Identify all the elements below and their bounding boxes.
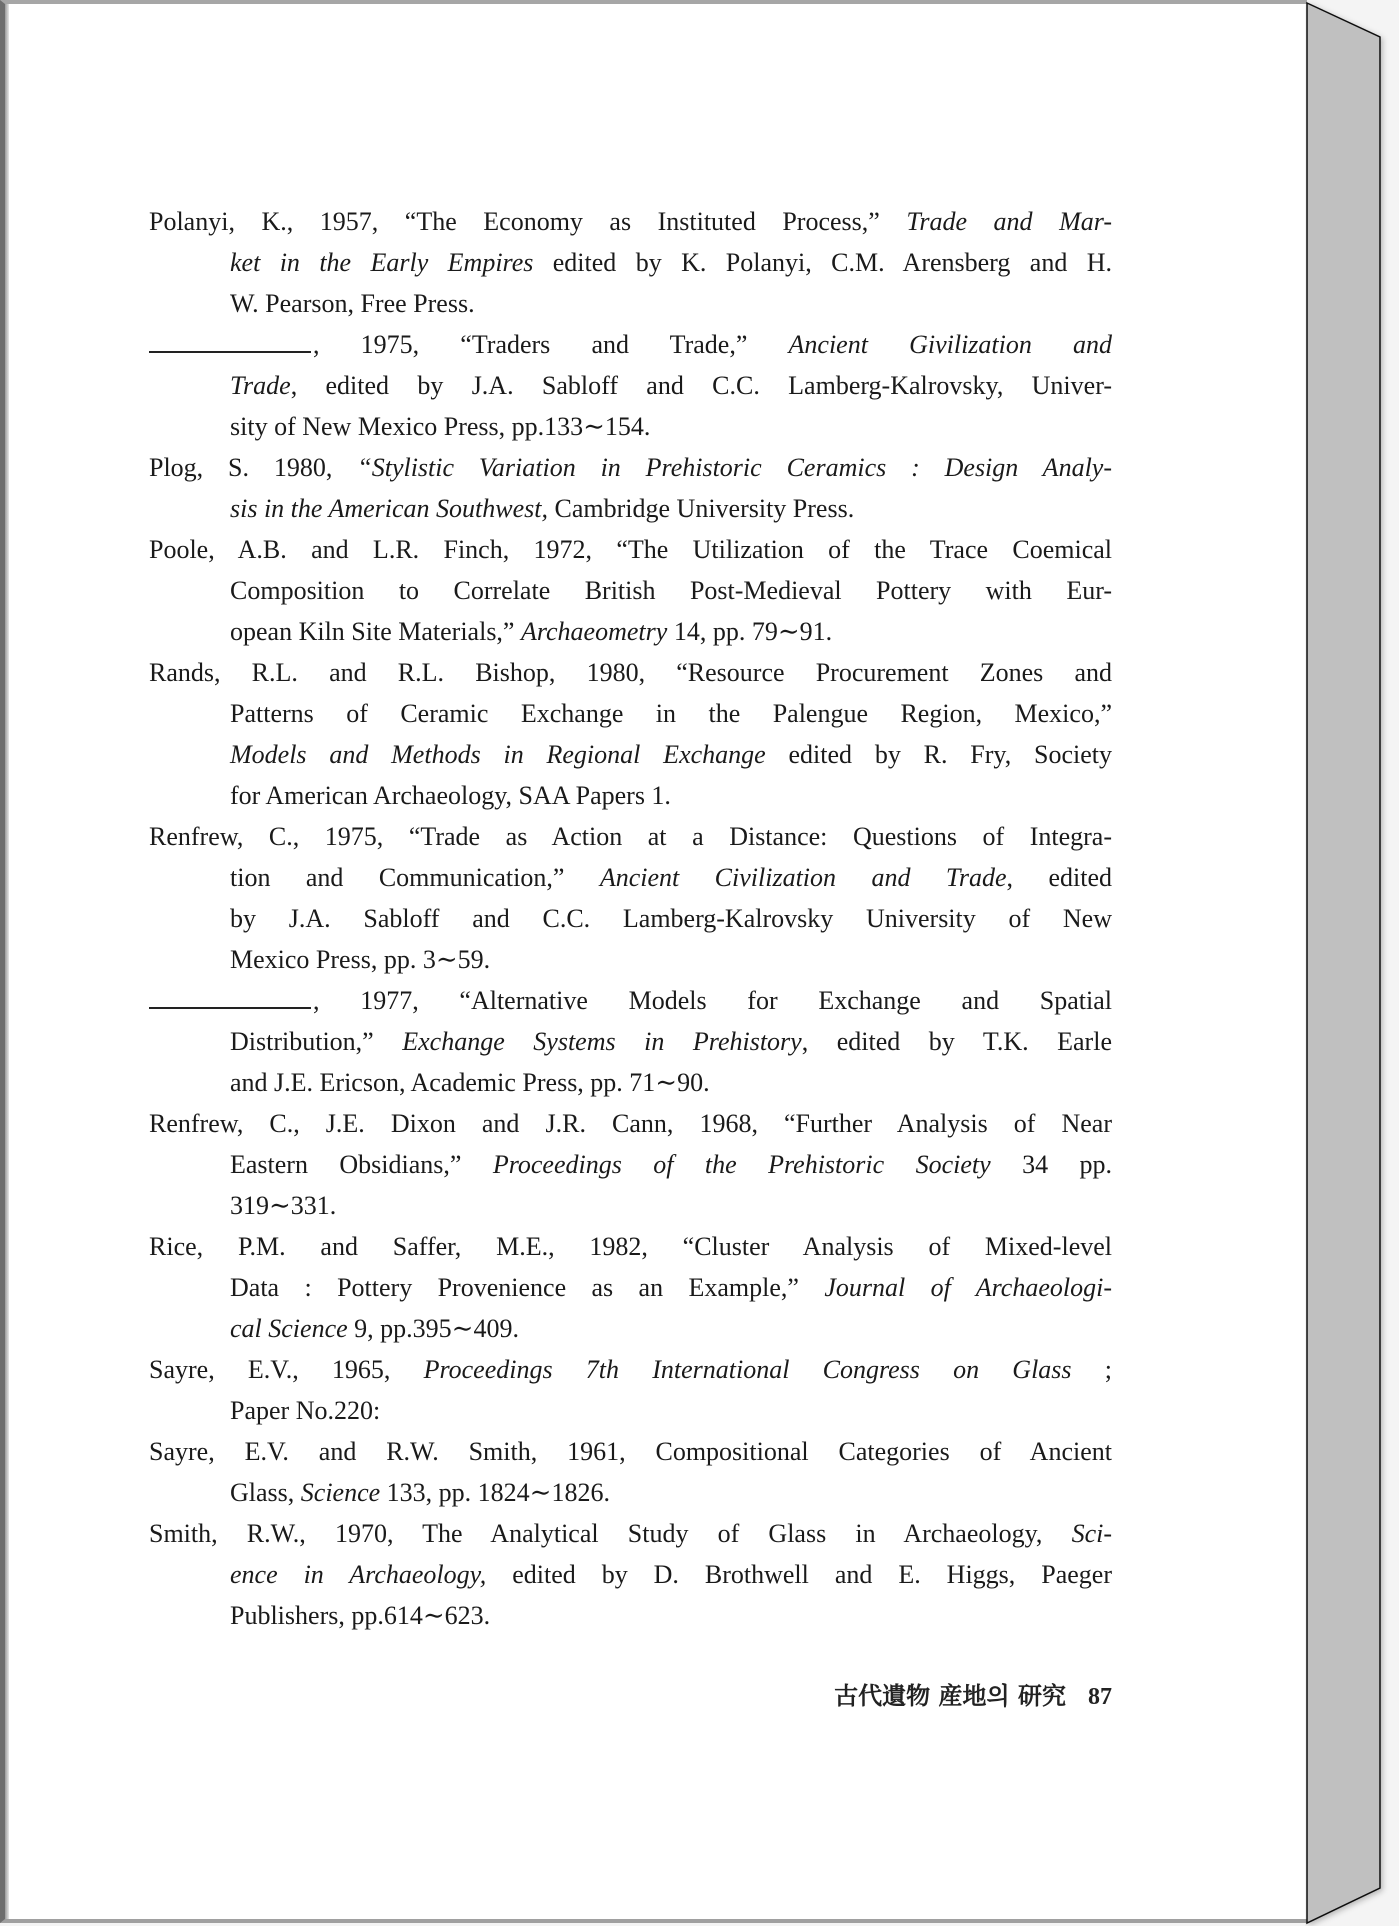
reference-line: [230, 775, 1112, 816]
reference-text: Paper No.220:: [230, 1396, 381, 1425]
reference-line: [230, 283, 1112, 324]
reference-text: Rands, R.L. and R.L. Bishop, 1980, “Resource Procurement Zones and: [149, 658, 1112, 687]
page-number: 87: [1088, 1684, 1112, 1710]
reference-line: [230, 365, 1112, 406]
reference-entry: [149, 1349, 1112, 1431]
reference-line: [149, 529, 1112, 570]
reference-line: [230, 1021, 1112, 1062]
reference-text: 9, pp.395∼409.: [347, 1314, 519, 1343]
reference-text: Cambridge University Press.: [548, 494, 855, 523]
reference-line: [230, 857, 1112, 898]
reference-text: Glass,: [230, 1478, 301, 1507]
italic-title: Journal of Archaeologi-: [824, 1273, 1112, 1302]
italic-title: sis in the American Southwest,: [230, 494, 549, 523]
reference-text: for American Archaeology, SAA Papers 1.: [230, 781, 671, 810]
reference-line: [230, 898, 1112, 939]
reference-entry: [149, 1103, 1112, 1226]
italic-title: Proceedings 7th International Congress on Glass: [423, 1355, 1072, 1384]
italic-title: Ancient Civilization and Trade: [599, 863, 1007, 892]
reference-line: [230, 1554, 1112, 1595]
reference-line: [230, 939, 1112, 980]
reference-text: Polanyi, K., 1957, “The Economy as Instituted Process,”: [149, 207, 907, 236]
reference-text: Sayre, E.V., 1965,: [149, 1355, 424, 1384]
reference-text: Eastern Obsidians,”: [230, 1150, 493, 1179]
reference-entry: [149, 529, 1112, 652]
italic-title: Proceedings of the Prehistoric Society: [492, 1150, 991, 1179]
reference-line: [230, 242, 1112, 283]
reference-text: edited by K. Polanyi, C.M. Arensberg and H.: [533, 248, 1112, 277]
italic-title: Archaeometry: [520, 617, 668, 646]
italic-title: Science: [300, 1478, 381, 1507]
reference-text: , edited: [1006, 863, 1112, 892]
reference-entry: [149, 1431, 1112, 1513]
reference-entry: [149, 1513, 1112, 1636]
italic-title: Ancient Givilization and: [788, 330, 1112, 359]
reference-entry: [149, 1226, 1112, 1349]
reference-text: , edited by T.K. Earle: [801, 1027, 1112, 1056]
italic-title: Sci-: [1071, 1519, 1112, 1548]
same-author-rule: [149, 1006, 311, 1009]
reference-line: [149, 1513, 1112, 1554]
reference-entry: [149, 980, 1112, 1103]
reference-text: Mexico Press, pp. 3∼59.: [230, 945, 491, 974]
reference-line: [230, 1185, 1112, 1226]
reference-line: [149, 1431, 1112, 1472]
italic-title: “Stylistic Variation in Prehistoric Ceramics : Design Analy-: [357, 453, 1112, 482]
reference-list: [149, 201, 1112, 1636]
reference-text: Distribution,”: [230, 1027, 403, 1056]
reference-text: Publishers, pp.614∼623.: [230, 1601, 491, 1630]
reference-text: and J.E. Ericson, Academic Press, pp. 71∼90.: [230, 1068, 710, 1097]
reference-line: [230, 488, 1112, 529]
reference-text: , 1977, “Alternative Models for Exchange and Spatial: [313, 986, 1112, 1015]
reference-text: , 1975, “Traders and Trade,”: [313, 330, 789, 359]
reference-text: Renfrew, C., J.E. Dixon and J.R. Cann, 1968, “Further Analysis of Near: [149, 1109, 1112, 1138]
reference-line: [149, 816, 1112, 857]
reference-text: 14, pp. 79∼91.: [667, 617, 833, 646]
reference-text: 133, pp. 1824∼1826.: [380, 1478, 610, 1507]
reference-line: [230, 570, 1112, 611]
reference-text: 319∼331.: [230, 1191, 337, 1220]
reference-entry: [149, 201, 1112, 324]
reference-text: sity of New Mexico Press, pp.133∼154.: [230, 412, 651, 441]
reference-text: , edited by J.A. Sabloff and C.C. Lamberg-Kalrovsky, Univer-: [290, 371, 1112, 400]
same-author-rule: [149, 350, 311, 353]
italic-title: ence in Archaeology,: [230, 1560, 487, 1589]
reference-entry: [149, 447, 1112, 529]
reference-text: Composition to Correlate British Post-Medieval Pottery with Eur-: [230, 576, 1112, 605]
italic-title: Models and Methods in Regional Exchange: [230, 740, 766, 769]
reference-line: [149, 980, 1112, 1021]
reference-line: [230, 1144, 1112, 1185]
reference-text: 34 pp.: [990, 1150, 1112, 1179]
page-curl-edge: [1305, 0, 1399, 1926]
italic-title: ket in the Early Empires: [230, 248, 534, 277]
reference-line: [230, 1308, 1112, 1349]
reference-line: [149, 1349, 1112, 1390]
reference-line: [149, 652, 1112, 693]
reference-line: [230, 734, 1112, 775]
reference-line: [149, 447, 1112, 488]
reference-text: Rice, P.M. and Saffer, M.E., 1982, “Cluster Analysis of Mixed-level: [149, 1232, 1112, 1261]
reference-line: [230, 693, 1112, 734]
reference-text: edited by R. Fry, Society: [765, 740, 1112, 769]
reference-entry: [149, 816, 1112, 980]
reference-line: [149, 1103, 1112, 1144]
reference-line: [149, 201, 1112, 242]
page-footer: [791, 1676, 1112, 1711]
reference-line: [230, 1595, 1112, 1636]
reference-text: by J.A. Sabloff and C.C. Lamberg-Kalrovsky University of New: [230, 904, 1112, 933]
reference-text: Sayre, E.V. and R.W. Smith, 1961, Compositional Categories of Ancient: [149, 1437, 1112, 1466]
reference-text: Renfrew, C., 1975, “Trade as Action at a Distance: Questions of Integra-: [149, 822, 1112, 851]
reference-text: ;: [1071, 1355, 1112, 1384]
reference-entry: [149, 324, 1112, 447]
reference-line: [149, 1226, 1112, 1267]
reference-entry: [149, 652, 1112, 816]
reference-text: edited by D. Brothwell and E. Higgs, Paeger: [486, 1560, 1112, 1589]
running-title: 古代遺物 産地의 研究: [834, 1682, 1066, 1710]
reference-text: W. Pearson, Free Press.: [230, 289, 475, 318]
reference-line: [230, 1267, 1112, 1308]
reference-line: [230, 611, 1112, 652]
reference-text: Poole, A.B. and L.R. Finch, 1972, “The Utilization of the Trace Coemical: [149, 535, 1112, 564]
italic-title: cal Science: [230, 1314, 348, 1343]
reference-line: [149, 324, 1112, 365]
reference-line: [230, 406, 1112, 447]
italic-title: Trade: [230, 371, 291, 400]
reference-text: Plog, S. 1980,: [149, 453, 358, 482]
italic-title: Trade and Mar-: [906, 207, 1112, 236]
reference-text: Smith, R.W., 1970, The Analytical Study of Glass in Archaeology,: [149, 1519, 1072, 1548]
reference-line: [230, 1472, 1112, 1513]
italic-title: Exchange Systems in Prehistory: [402, 1027, 802, 1056]
reference-text: Data : Pottery Provenience as an Example,”: [230, 1273, 825, 1302]
reference-line: [230, 1062, 1112, 1103]
reference-line: [230, 1390, 1112, 1431]
reference-text: opean Kiln Site Materials,”: [230, 617, 521, 646]
reference-text: Patterns of Ceramic Exchange in the Palengue Region, Mexico,”: [230, 699, 1112, 728]
reference-text: tion and Communication,”: [230, 863, 600, 892]
